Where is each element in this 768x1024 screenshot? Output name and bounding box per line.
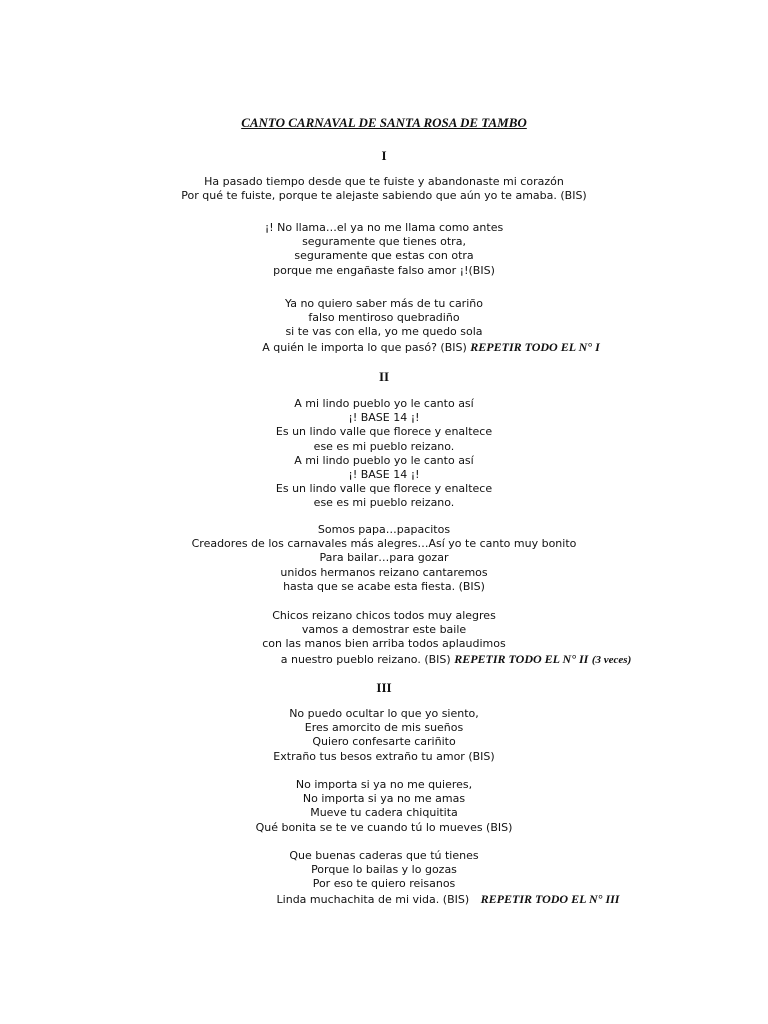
verse-line: Que buenas caderas que tú tienes: [289, 849, 479, 862]
repeat-instruction: REPETIR TODO EL N° III: [480, 891, 620, 906]
verse-line: porque me engañaste falso amor ¡!(BIS): [273, 263, 495, 277]
verse-line: con las manos bien arriba todos aplaudimos: [262, 637, 506, 651]
verse-line: Por eso te quiero reisanos: [312, 877, 456, 891]
verse-line: ¡! No llama…el ya no me llama como antes: [264, 221, 504, 234]
stanza-3-1: [0, 707, 768, 764]
verse-line: Creadores de los carnavales más alegres…Así yo te canto muy bonito: [191, 537, 577, 551]
verse-line: Para bailar…para gozar: [319, 551, 449, 565]
verse-line: falso mentiroso quebradiño: [308, 311, 460, 325]
verse-line: ¡! BASE 14 ¡!: [348, 411, 420, 425]
verse-line: Somos papa…papacitos: [317, 523, 451, 536]
verse-line: hasta que se acabe esta fiesta. (BIS): [283, 579, 485, 593]
verse-line: vamos a demostrar este baile: [301, 623, 467, 637]
verse-line: A quién le importa lo que pasó? (BIS): [262, 340, 467, 354]
section-numeral-ii: II: [378, 369, 390, 384]
verse-line: seguramente que tienes otra,: [302, 235, 466, 249]
repeat-count: (3 veces): [591, 653, 632, 666]
stanza-1-1: [0, 175, 768, 203]
stanza-2-3: [0, 609, 768, 667]
stanza-1-3: [0, 297, 768, 355]
repeat-instruction: REPETIR TODO EL N° I: [470, 339, 600, 354]
verse-line: si te vas con ella, yo me quedo sola: [285, 325, 483, 339]
verse-line: a nuestro pueblo reizano. (BIS): [280, 652, 451, 666]
verse-line-with-repeat: [0, 892, 768, 907]
verse-line: seguramente que estas con otra: [294, 249, 474, 263]
verse-line: Chicos reizano chicos todos muy alegres: [272, 609, 496, 622]
verse-line: Porque lo bailas y lo gozas: [311, 863, 457, 877]
verse-line: Qué bonita se te ve cuando tú lo mueves (BIS): [255, 820, 513, 834]
verse-line: A mi lindo pueblo yo le canto así: [294, 453, 474, 467]
verse-line: A mi lindo pueblo yo le canto así: [294, 397, 474, 410]
verse-line: Ya no quiero saber más de tu cariño: [285, 297, 483, 310]
verse-line: Por qué te fuiste, porque te alejaste sabiendo que aún yo te amaba. (BIS): [181, 189, 587, 203]
verse-line: unidos hermanos reizano cantaremos: [280, 565, 488, 579]
stanza-2-1: [0, 397, 768, 511]
verse-line: Es un lindo valle que florece y enaltece: [275, 425, 493, 439]
verse-line: Eres amorcito de mis sueños: [304, 721, 464, 735]
verse-line: Linda muchachita de mi vida. (BIS): [276, 892, 470, 906]
verse-line: ¡! BASE 14 ¡!: [348, 468, 420, 482]
verse-line: No puedo ocultar lo que yo siento,: [289, 707, 479, 720]
verse-line: No importa si ya no me amas: [302, 792, 466, 806]
verse-line: Extraño tus besos extraño tu amor (BIS): [273, 749, 495, 763]
verse-line: ese es mi pueblo reizano.: [313, 496, 455, 510]
stanza-1-2: [0, 221, 768, 278]
repeat-instruction: REPETIR TODO EL N° II: [454, 651, 589, 666]
stanza-2-2: [0, 523, 768, 594]
verse-line: Mueve tu cadera chiquitita: [310, 806, 458, 820]
verse-line: ese es mi pueblo reizano.: [313, 439, 455, 453]
verse-line-with-repeat: [0, 340, 768, 355]
verse-line-with-repeat: [0, 652, 768, 667]
verse-line: Quiero confesarte cariñito: [312, 735, 456, 749]
document-title: CANTO CARNAVAL DE SANTA ROSA DE TAMBO: [241, 115, 527, 130]
verse-line: No importa si ya no me quieres,: [295, 778, 473, 791]
section-numeral-iii: III: [376, 680, 392, 695]
verse-line: Ha pasado tiempo desde que te fuiste y abandonaste mi corazón: [204, 175, 564, 188]
section-numeral-i: I: [381, 148, 387, 163]
verse-line: Es un lindo valle que florece y enaltece: [275, 482, 493, 496]
stanza-3-3: [0, 849, 768, 907]
stanza-3-2: [0, 778, 768, 835]
